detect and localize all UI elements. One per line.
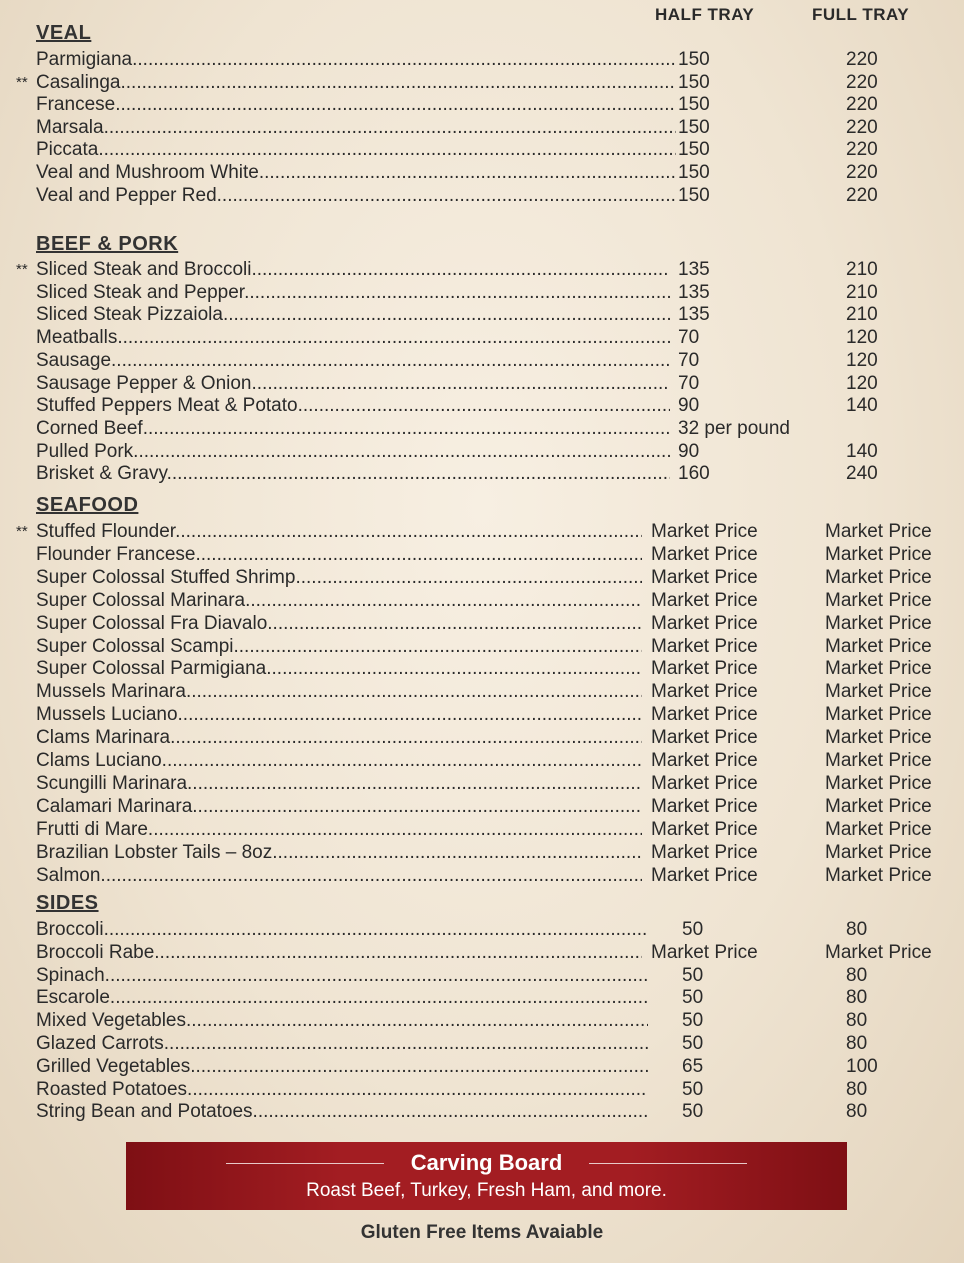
half-tray-price: 50 [682, 919, 704, 940]
full-tray-price: Market Price [825, 543, 932, 565]
menu-item-row [0, 941, 964, 964]
full-tray-price: 220 [846, 49, 878, 70]
menu-item-name: Sausage Pepper & Onion ..... [36, 372, 670, 395]
full-tray-price: Market Price [825, 704, 932, 726]
full-tray-price: Market Price [825, 566, 932, 588]
menu-item-name: Calamari Marinara ..... [36, 795, 642, 818]
menu-item-row [0, 372, 964, 395]
menu-item-row [0, 394, 964, 417]
menu-item-name: Super Colossal Fra Diavalo ..... [36, 612, 642, 635]
menu-item-row [0, 1078, 964, 1101]
half-tray-price: Market Price [651, 841, 758, 863]
half-tray-price: Market Price [651, 521, 758, 542]
menu-item-name: Mixed Vegetables ..... [36, 1009, 648, 1032]
menu-item-name: Grilled Vegetables ..... [36, 1055, 648, 1078]
menu-item-name: Glazed Carrots ..... [36, 1032, 648, 1055]
menu-item-name: Sliced Steak Pizzaiola ..... [36, 303, 670, 326]
full-tray-price: 80 [846, 964, 868, 986]
half-tray-price: Market Price [651, 727, 758, 749]
full-tray-price: 220 [846, 71, 878, 93]
menu-item-name: Sliced Steak and Broccoli ..... [36, 258, 670, 281]
menu-item-row [0, 703, 964, 726]
half-tray-header: HALF TRAY [655, 5, 755, 24]
half-tray-price: 50 [682, 987, 704, 1009]
menu-item-row [0, 520, 964, 543]
menu-item-name: Clams Luciano ..... [36, 749, 642, 772]
menu-item-row [0, 161, 964, 184]
half-tray-price: 150 [678, 139, 710, 161]
half-tray-price: 150 [678, 184, 710, 206]
full-tray-price: 220 [846, 184, 878, 206]
half-tray-price: 65 [682, 1055, 704, 1077]
section-title-beef-pork: BEEF & PORK [36, 233, 179, 255]
menu-item-row [0, 1009, 964, 1032]
full-tray-price: 80 [846, 919, 868, 940]
menu-item-row [0, 635, 964, 658]
full-tray-price: Market Price [825, 941, 932, 963]
full-tray-price: 120 [846, 327, 878, 349]
menu-item-name: Mussels Marinara ..... [36, 680, 642, 703]
full-tray-price: Market Price [825, 521, 932, 542]
menu-item-name: Veal and Mushroom White ..... [36, 161, 676, 184]
full-tray-price: 80 [846, 1078, 868, 1100]
full-tray-price: 210 [846, 281, 878, 303]
menu-item-row [0, 543, 964, 566]
half-tray-price: Market Price [651, 864, 758, 886]
signature-mark: ** [16, 261, 28, 278]
menu-item-name: Escarole ..... [36, 986, 648, 1009]
full-tray-price: 120 [846, 349, 878, 371]
half-tray-price: Market Price [651, 543, 758, 565]
full-tray-price: 140 [846, 440, 878, 462]
full-tray-price: Market Price [825, 635, 932, 657]
menu-item-name: String Bean and Potatoes ..... [36, 1100, 648, 1123]
signature-mark: ** [16, 523, 28, 540]
full-tray-price: Market Price [825, 750, 932, 771]
full-tray-price: Market Price [825, 818, 932, 840]
gluten-free-note: Gluten Free Items Avaiable [360, 1222, 604, 1243]
menu-item-name: Sausage ..... [36, 349, 670, 372]
menu-item-name: Broccoli ..... [36, 918, 648, 941]
menu-item-name: Piccata ..... [36, 138, 676, 161]
menu-item-row [0, 566, 964, 589]
menu-item-name: Francese ..... [36, 93, 676, 116]
menu-item-row [0, 749, 964, 772]
section-title-veal: VEAL [36, 22, 92, 44]
half-tray-price: 50 [682, 1078, 704, 1100]
menu-item-name: Salmon ..... [36, 864, 642, 887]
half-tray-price: 150 [678, 71, 710, 93]
menu-item-name: Brazilian Lobster Tails – 8oz ..... [36, 841, 642, 864]
menu-item-row [0, 1055, 964, 1078]
menu-item-name: Super Colossal Marinara ..... [36, 589, 642, 612]
full-tray-price: Market Price [825, 795, 932, 817]
menu-item-row [0, 726, 964, 749]
carving-board-banner [126, 1142, 847, 1210]
menu-item-row [0, 818, 964, 841]
half-tray-price: 150 [678, 162, 710, 183]
menu-item-row [0, 48, 964, 71]
menu-item-row [0, 841, 964, 864]
half-tray-price: 150 [678, 94, 710, 116]
half-tray-price: 90 [678, 440, 700, 462]
menu-item-name: Pulled Pork ..... [36, 440, 670, 463]
menu-item-row [0, 258, 964, 281]
full-tray-price: Market Price [825, 612, 932, 634]
menu-item-row [0, 116, 964, 139]
half-tray-price: Market Price [651, 818, 758, 840]
menu-item-name: Scungilli Marinara ..... [36, 772, 642, 795]
menu-item-row [0, 281, 964, 304]
menu-item-row [0, 657, 964, 680]
half-tray-price: 150 [678, 49, 710, 70]
full-tray-price: Market Price [825, 681, 932, 703]
menu-item-name: Mussels Luciano ..... [36, 703, 642, 726]
menu-item-row [0, 864, 964, 887]
menu-item-name: Stuffed Flounder ..... [36, 520, 642, 543]
half-tray-price: Market Price [651, 612, 758, 634]
menu-item-name: Flounder Francese ..... [36, 543, 642, 566]
full-tray-price: Market Price [825, 658, 932, 680]
full-tray-price: Market Price [825, 841, 932, 863]
menu-item-name: Brisket & Gravy ..... [36, 462, 670, 485]
banner-subtitle: Roast Beef, Turkey, Fresh Ham, and more. [306, 1180, 667, 1201]
half-tray-price: Market Price [651, 566, 758, 588]
half-tray-price: 50 [682, 1010, 704, 1032]
half-tray-price: Market Price [651, 941, 758, 963]
half-tray-price: Market Price [651, 772, 758, 794]
half-tray-price: 50 [682, 1033, 704, 1054]
signature-mark: ** [16, 73, 28, 91]
menu-item-row [0, 349, 964, 372]
menu-item-name: Super Colossal Scampi ..... [36, 635, 642, 658]
menu-item-row [0, 326, 964, 349]
menu-item-row [0, 184, 964, 207]
menu-item-name: Super Colossal Stuffed Shrimp ..... [36, 566, 642, 589]
full-tray-price: 80 [846, 987, 868, 1009]
banner-divider-right [589, 1163, 747, 1164]
half-tray-price: 70 [678, 372, 700, 394]
menu-item-row [0, 918, 964, 941]
full-tray-price: 220 [846, 94, 878, 116]
full-tray-price: Market Price [825, 864, 932, 886]
menu-item-name: Clams Marinara ..... [36, 726, 642, 749]
menu-item-row [0, 612, 964, 635]
full-tray-price: 220 [846, 139, 878, 161]
half-tray-price: Market Price [651, 589, 758, 611]
menu-item-row [0, 964, 964, 987]
full-tray-price: 100 [846, 1055, 878, 1077]
menu-item-name: Frutti di Mare ..... [36, 818, 642, 841]
full-tray-price: 120 [846, 372, 878, 394]
full-tray-price: 210 [846, 259, 878, 280]
full-tray-price: 140 [846, 395, 878, 417]
full-tray-price: 220 [846, 116, 878, 138]
menu-item-name: Broccoli Rabe ..... [36, 941, 642, 964]
half-tray-price: Market Price [651, 704, 758, 726]
menu-item-row [0, 589, 964, 612]
menu-item-row [0, 462, 964, 485]
menu-item-name: Stuffed Peppers Meat & Potato ..... [36, 394, 670, 417]
section-title-seafood: SEAFOOD [36, 494, 139, 516]
menu-item-row [0, 417, 964, 440]
menu-item-row [0, 986, 964, 1009]
half-tray-price: 50 [682, 964, 704, 986]
full-tray-price: 210 [846, 304, 878, 326]
section-title-sides: SIDES [36, 892, 99, 914]
menu-item-row [0, 303, 964, 326]
menu-item-name: Parmigiana ..... [36, 48, 676, 71]
half-tray-price: 32 per pound [678, 417, 790, 439]
banner-title: Carving Board [410, 1150, 563, 1175]
half-tray-price: 135 [678, 259, 710, 280]
half-tray-price: 135 [678, 281, 710, 303]
menu-item-row [0, 1032, 964, 1055]
half-tray-price: 135 [678, 304, 710, 326]
menu-item-row [0, 93, 964, 116]
half-tray-price: 70 [678, 327, 700, 349]
half-tray-price: Market Price [651, 658, 758, 680]
full-tray-price: 220 [846, 162, 878, 183]
full-tray-price: Market Price [825, 589, 932, 611]
menu-item-name: Meatballs ..... [36, 326, 670, 349]
half-tray-price: 90 [678, 395, 700, 417]
menu-item-name: Marsala ..... [36, 116, 676, 139]
full-tray-price: 80 [846, 1033, 868, 1054]
full-tray-price: 80 [846, 1101, 868, 1123]
menu-item-row [0, 772, 964, 795]
menu-item-row [0, 138, 964, 161]
half-tray-price: 50 [682, 1101, 704, 1123]
menu-item-name: Veal and Pepper Red ..... [36, 184, 676, 207]
half-tray-price: Market Price [651, 750, 758, 771]
half-tray-price: Market Price [651, 681, 758, 703]
menu-item-row [0, 71, 964, 94]
menu-item-name: Corned Beef ..... [36, 417, 670, 440]
half-tray-price: 70 [678, 349, 700, 371]
menu-item-name: Roasted Potatoes ..... [36, 1078, 648, 1101]
half-tray-price: 150 [678, 116, 710, 138]
menu-item-row [0, 680, 964, 703]
menu-item-name: Sliced Steak and Pepper ..... [36, 281, 670, 304]
half-tray-price: Market Price [651, 635, 758, 657]
full-tray-price: Market Price [825, 772, 932, 794]
half-tray-price: 160 [678, 463, 710, 485]
half-tray-price: Market Price [651, 795, 758, 817]
menu-item-row [0, 440, 964, 463]
menu-item-name: Super Colossal Parmigiana ..... [36, 657, 642, 680]
menu-item-row [0, 1100, 964, 1123]
full-tray-price: Market Price [825, 727, 932, 749]
menu-item-row [0, 795, 964, 818]
full-tray-price: 240 [846, 463, 878, 485]
menu-item-name: Spinach ..... [36, 964, 648, 987]
menu-item-name: Casalinga ..... [36, 71, 676, 94]
full-tray-price: 80 [846, 1010, 868, 1032]
full-tray-header: FULL TRAY [812, 5, 910, 24]
